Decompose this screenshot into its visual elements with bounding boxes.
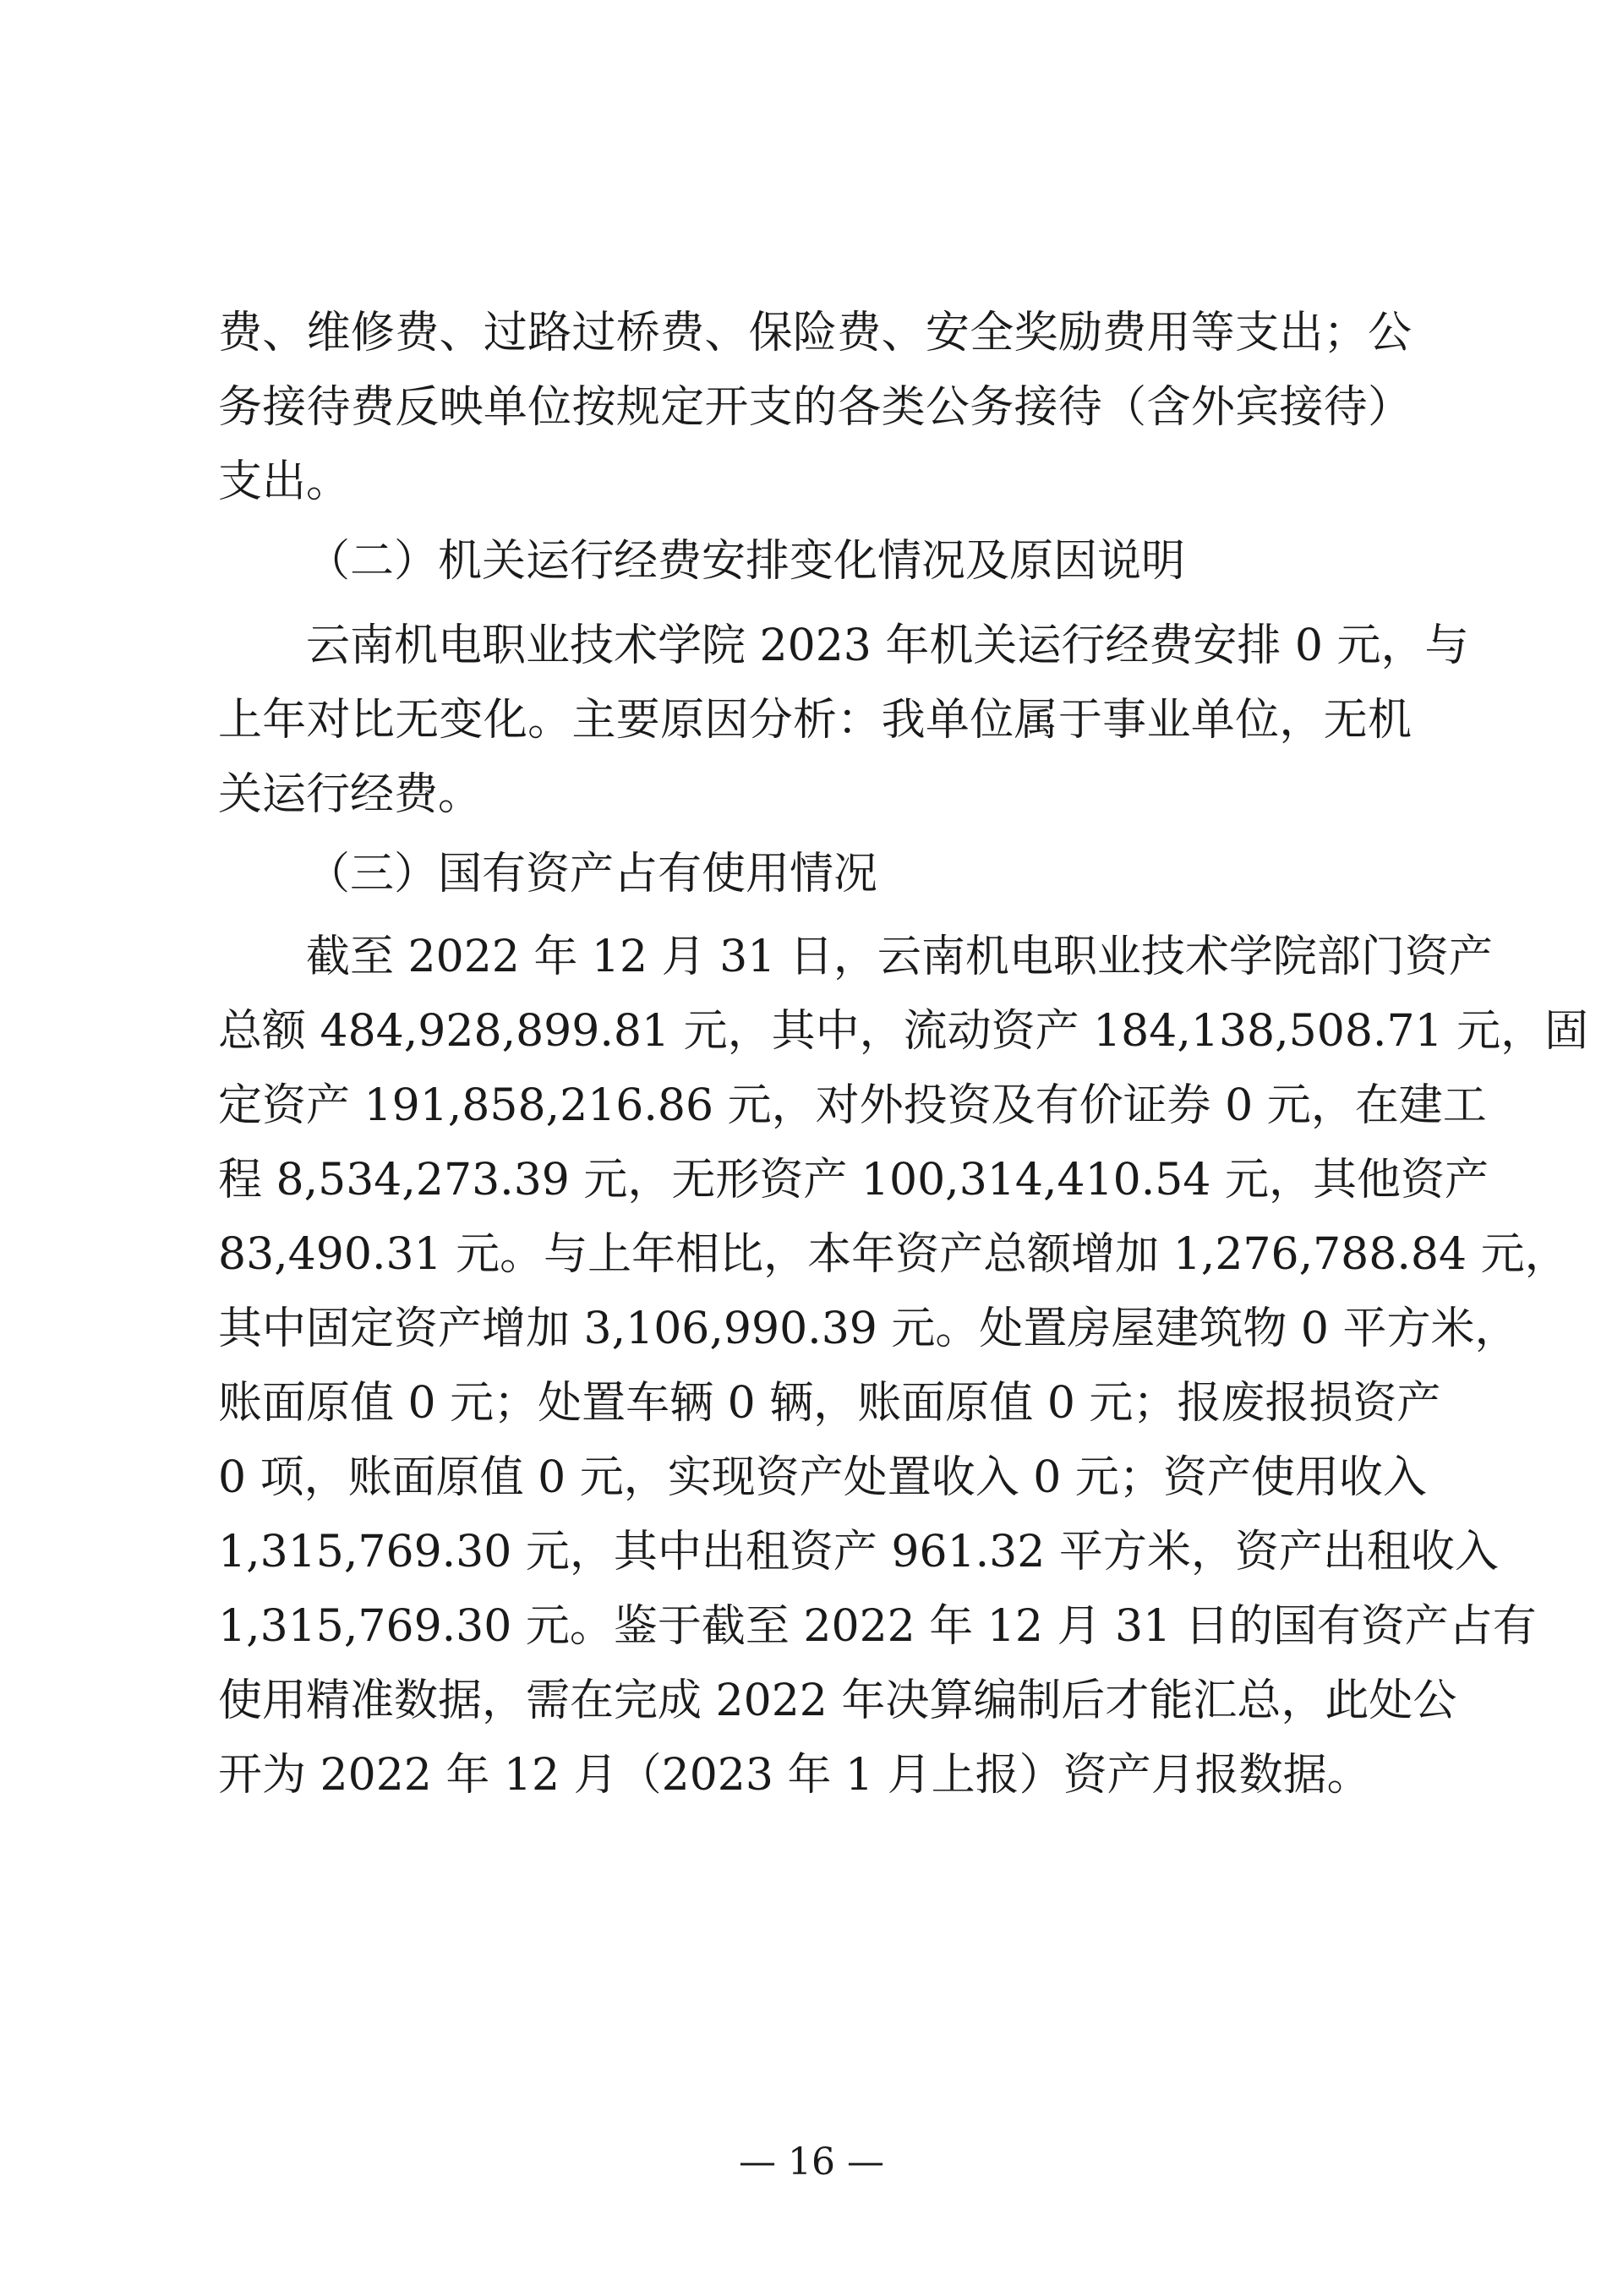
intro-line: 费、维修费、过路过桥费、保险费、安全奖励费用等支出；公 [218,308,1412,358]
intro-paragraph [218,296,1412,519]
section-two-line: 关运行经费。 [218,769,483,820]
section-three-line: 总额 484,928,899.81 元，其中，流动资产 184,138,508.71 元，固 [218,1006,1589,1057]
section-two-paragraph [218,609,1469,832]
section-three-line: 0 项，账面原值 0 元，实现资产处置收入 0 元；资产使用收入 [218,1452,1427,1503]
page-number: — 16 — [739,2140,884,2184]
section-three-paragraph [218,920,1589,1812]
intro-line: 支出。 [218,456,351,507]
section-three-line: 使用精准数据，需在完成 2022 年决算编制后才能汇总，此处公 [218,1676,1457,1726]
section-two-heading: （二）机关运行经费安排变化情况及原因说明 [306,536,1186,587]
section-three-line: 开为 2022 年 12 月（2023 年 1 月上报）资产月报数据。 [218,1750,1371,1801]
section-three-line: 其中固定资产增加 3,106,990.39 元。处置房屋建筑物 0 平方米， [218,1304,1519,1354]
section-three-line: 程 8,534,273.39 元，无形资产 100,314,410.54 元，其他资产 [218,1155,1489,1205]
section-three-line: 定资产 191,858,216.86 元，对外投资及有价证券 0 元，在建工 [218,1080,1487,1131]
section-three-line: 83,490.31 元。与上年相比，本年资产总额增加 1,276,788.84 元， [218,1229,1569,1280]
section-two-line: 云南机电职业技术学院 2023 年机关运行经费安排 0 元，与 [306,620,1469,671]
section-three-line: 截至 2022 年 12 月 31 日，云南机电职业技术学院部门资产 [306,932,1493,982]
intro-line: 务接待费反映单位按规定开支的各类公务接待（含外宾接待） [218,382,1412,433]
section-two-line: 上年对比无变化。主要原因分析：我单位属于事业单位，无机 [218,695,1412,746]
section-three-heading: （三）国有资产占有使用情况 [306,849,878,899]
section-three-line: 1,315,769.30 元。鉴于截至 2022 年 12 月 31 日的国有资产占有 [218,1601,1537,1652]
section-three-line: 账面原值 0 元；处置车辆 0 辆，账面原值 0 元；报废报损资产 [218,1378,1441,1429]
section-three-line: 1,315,769.30 元，其中出租资产 961.32 平方米，资产出租收入 [218,1527,1499,1577]
